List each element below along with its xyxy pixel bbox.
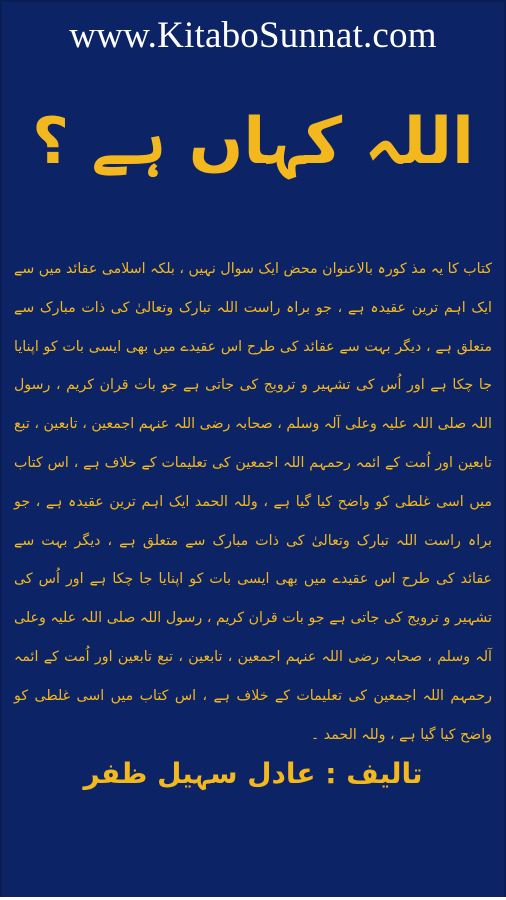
website-url: www.KitaboSunnat.com	[69, 15, 437, 56]
book-description: کتاب کا یہ مذ کورہ بالاعنوان محض ایک سوال نہیں ، بلکہ اسلامی عقائد میں سے ایک اہم ترین عقیدہ ہے ، جو براہ راست اللہ تبارک وتعالیٰ کی ذات مبارک سے متعلق ہے ، دیگر بہت سے عقائد کی طرح اس عقیدے میں بھی ایسی بات کو اپنایا جا چکا ہے اور اُس کی تشہیر و ترویج کی جاتی ہے جو بات قران کریم ، رسول اللہ صلی اللہ علیہ وعلی آلہ وسلم ، صحابہ رضی اللہ عنہم اجمعین ، تابعین ، تبع تابعین اور اُمت کے ائمہ رحمہم اللہ اجمعین کی تعلیمات کے خلاف ہے ، اس کتاب میں اسی غلطی کو واضح کیا گیا ہے ، وللہ الحمد ایک اہم ترین عقیدہ ہے ، جو براہ راست اللہ تبارک وتعالیٰ کی ذات مبارک سے متعلق ہے ، دیگر بہت سے عقائد کی طرح اس عقیدے میں بھی ایسی بات کو اپنایا جا چکا ہے اور اُس کی تشہیر و ترویج کی جاتی ہے جو بات قران کریم ، رسول اللہ صلی اللہ علیہ وعلی آلہ وسلم ، صحابہ رضی اللہ عنہم اجمعین ، تابعین ، تبع تابعین اور اُمت کے ائمہ رحمہم اللہ اجمعین کی تعلیمات کے خلاف ہے ، اس کتاب میں اسی غلطی کو واضح کیا گیا ہے ، وللہ الحمد ۔	[14, 261, 492, 743]
author-line: تالیف : عادل سہیل ظفر	[83, 757, 423, 790]
book-title: اللہ کہاں ہے ؟	[32, 105, 474, 179]
